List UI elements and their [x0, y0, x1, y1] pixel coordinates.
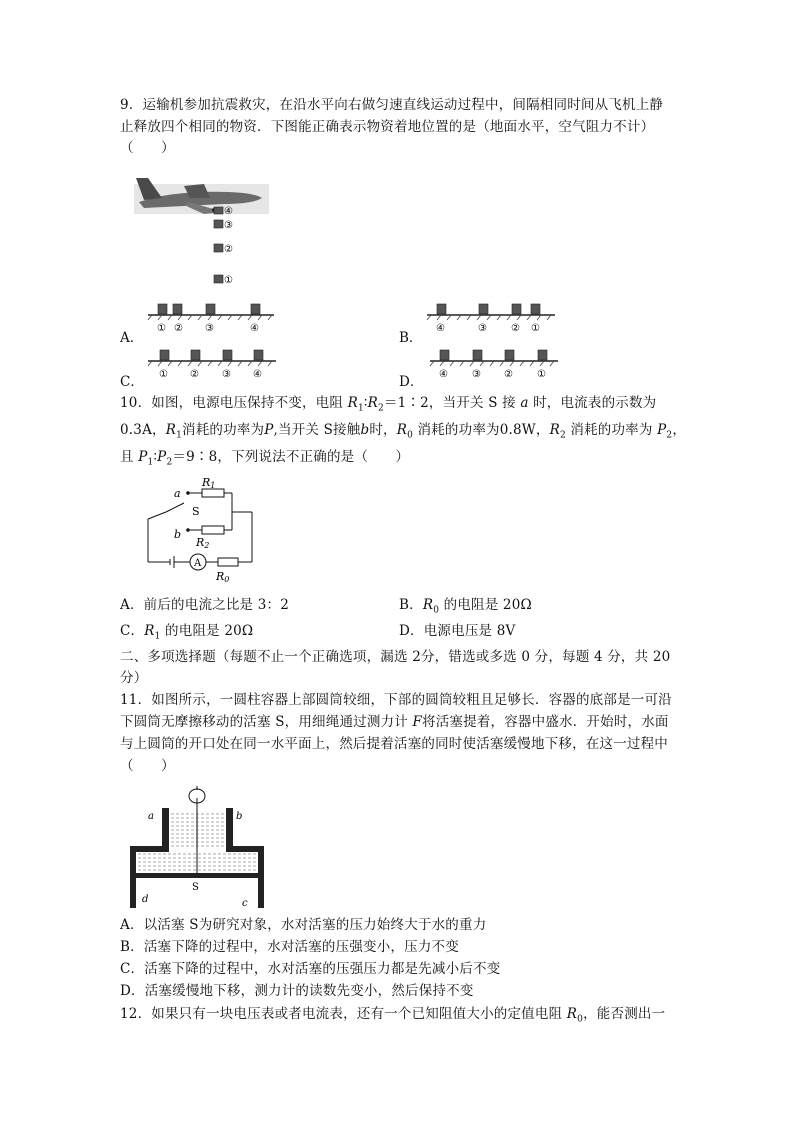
- text: a: [520, 395, 529, 411]
- text: P: [157, 449, 167, 465]
- q9-option-d-figure[interactable]: [428, 346, 563, 384]
- text: 2: [166, 457, 173, 468]
- q10-line1: [120, 394, 656, 418]
- text: R: [549, 422, 560, 438]
- text: 12．如果只有一块电压表或者电流表，还有一个已知阻值大小的定值电阻: [120, 1006, 567, 1022]
- text: 消耗的功率为: [182, 422, 265, 438]
- text: R: [144, 623, 155, 639]
- text: 10．如图，电源电压保持不变，电阻: [120, 395, 348, 411]
- text: R: [165, 422, 177, 438]
- q9-option-b-letter[interactable]: B．: [399, 330, 423, 346]
- label: ①: [157, 323, 166, 334]
- label: ③: [478, 323, 487, 334]
- text: P: [657, 422, 667, 438]
- label: ②: [174, 323, 183, 334]
- text: R: [367, 395, 378, 411]
- resistor-r0: [218, 558, 238, 566]
- q12-line1: [120, 1005, 665, 1029]
- q11-option-b[interactable]: B．活塞下降的过程中，水对活塞的压强变小，压力不变: [120, 939, 459, 955]
- figure-label-c: c: [242, 898, 248, 909]
- text: 消耗的功率为: [565, 422, 658, 438]
- q10-line2: [120, 421, 686, 445]
- q11-option-d[interactable]: D．活塞缓慢地下移，测力计的读数先变小，然后保持不变: [120, 983, 474, 999]
- text: 2: [666, 430, 673, 441]
- figure-label-b: b: [236, 811, 243, 822]
- circuit-label-a: a: [174, 487, 181, 500]
- q11-line3: 与上圆筒的开口处在同一水平面上，然后提着活塞的同时使活塞缓慢地下移，在这一过程中: [120, 736, 668, 752]
- label: ①: [159, 369, 168, 380]
- label: ③: [472, 369, 481, 380]
- q11-line1: 11．如图所示，一圆柱容器上部圆筒较细，下部的圆筒较粗且足够长．容器的底部是一可沿: [120, 692, 672, 708]
- label: ①: [531, 323, 540, 334]
- label: ③: [222, 369, 231, 380]
- text: C．: [120, 623, 145, 639]
- supply-box-4: [214, 207, 223, 214]
- section2-heading-line2: 分）: [120, 670, 148, 686]
- label: ②: [190, 369, 199, 380]
- text: 的电阻是 20Ω: [439, 597, 532, 613]
- section2-heading-line1: 二、多项选择题（每题不止一个正确选项，漏选 2分，错选或多选 0 分，每题 4 分，共 20: [120, 649, 671, 665]
- q11-answer-blank: （ ）: [120, 758, 175, 774]
- label: 1: [210, 481, 216, 490]
- label: ②: [504, 369, 513, 380]
- figure-label-d: d: [142, 894, 149, 905]
- q10-option-d[interactable]: D．电源电压是 8V: [399, 623, 516, 639]
- text: 1: [147, 457, 154, 468]
- container-figure: [130, 788, 270, 913]
- q9-option-a-figure[interactable]: [146, 300, 276, 338]
- label: ④: [253, 369, 262, 380]
- text: F: [412, 714, 423, 730]
- text: R: [396, 422, 408, 438]
- airplane-figure: [134, 174, 274, 294]
- q10-option-c[interactable]: [120, 622, 253, 646]
- q10-option-b[interactable]: [399, 596, 532, 620]
- label: ②: [511, 323, 520, 334]
- circuit-label-r2: [195, 536, 209, 550]
- label: ①: [537, 369, 546, 380]
- switch-s: [166, 503, 184, 512]
- text: 2: [377, 403, 384, 414]
- drop-label-3: ③: [224, 220, 233, 231]
- label: R: [202, 476, 211, 489]
- resistor-r2: [202, 526, 224, 534]
- text: 且: [120, 449, 139, 465]
- text: 1: [357, 403, 364, 414]
- text: ＝9∶8，下列说法不正确的是（ ）: [172, 449, 410, 465]
- text: R: [566, 1006, 578, 1022]
- text: ,当开关 S接触: [273, 422, 361, 438]
- text: P: [138, 449, 148, 465]
- circuit-label-b: b: [174, 528, 182, 541]
- supply-box-3: [214, 220, 223, 228]
- ammeter-label: A: [194, 558, 202, 569]
- q11-line2: [120, 713, 669, 731]
- text: 将活塞提着，容器中盛水．开始时，水面: [422, 714, 669, 730]
- text: 0.3A，: [120, 422, 166, 438]
- drop-label-1: ①: [224, 275, 233, 286]
- label: ④: [436, 323, 445, 334]
- text: ∶: [363, 395, 368, 411]
- circuit-diagram: [140, 475, 260, 587]
- text: 的电阻是 20Ω: [160, 623, 254, 639]
- text: ，: [672, 422, 687, 438]
- text: 1: [176, 430, 183, 441]
- text: 0: [407, 430, 414, 441]
- text: ，能否测出一: [583, 1006, 666, 1022]
- text: 2: [559, 430, 566, 441]
- q10-option-a[interactable]: A．前后的电流之比是 3：2: [120, 597, 290, 613]
- label: ④: [250, 323, 259, 334]
- circuit-label-s: S: [192, 505, 200, 518]
- drop-label-4: ④: [224, 206, 233, 217]
- text: 时，电流表的示数为: [528, 395, 657, 411]
- resistor-r1: [202, 489, 224, 497]
- q9-option-c-figure[interactable]: [146, 346, 281, 384]
- text: 0: [577, 1014, 584, 1025]
- label: 0: [224, 575, 230, 584]
- q9-line2: 止释放四个相同的物资．下图能正确表示物资着地位置的是（地面水平，空气阻力不计）: [120, 119, 655, 135]
- label: R: [216, 570, 225, 583]
- text: P: [264, 422, 274, 438]
- q9-option-c-letter[interactable]: C．: [120, 374, 144, 390]
- q11-option-c[interactable]: C．活塞下降的过程中，水对活塞的压强压力都是先减小后不变: [120, 961, 501, 977]
- text: 消耗的功率为0.8W，: [413, 422, 550, 438]
- falling-supplies: [214, 206, 233, 286]
- text: 0: [433, 605, 440, 616]
- text: 1: [154, 631, 161, 642]
- text: B．: [399, 597, 423, 613]
- label: 2: [204, 541, 210, 550]
- text: R: [347, 395, 358, 411]
- circuit-label-r1: [201, 476, 215, 490]
- label: R: [196, 536, 205, 549]
- q9-option-d-letter[interactable]: D．: [399, 374, 424, 390]
- supply-box-2: [214, 244, 223, 252]
- text: 时，: [369, 422, 397, 438]
- label: ③: [205, 323, 214, 334]
- label: ④: [439, 369, 448, 380]
- text: b: [360, 422, 370, 438]
- drop-label-2: ②: [224, 244, 233, 255]
- q9-option-b-figure[interactable]: [425, 300, 560, 338]
- text: R: [422, 597, 434, 613]
- figure-label-s: S: [192, 882, 199, 893]
- airplane-icon: [134, 178, 269, 214]
- circuit-label-r0: [215, 570, 229, 584]
- q10-line3: [120, 448, 409, 472]
- q9-answer-blank: （ ）: [120, 140, 175, 156]
- text: ∶: [153, 449, 158, 465]
- text: 下圆筒无摩擦移动的活塞 S，用细绳通过测力计: [120, 714, 413, 730]
- figure-label-a: a: [148, 811, 154, 822]
- q11-option-a[interactable]: A．以活塞 S为研究对象，水对活塞的压力始终大于水的重力: [120, 917, 487, 933]
- text: ＝1∶2，当开关 S 接: [383, 395, 521, 411]
- supply-box-1: [214, 275, 223, 283]
- q9-line1: 9．运输机参加抗震救灾，在沿水平向右做匀速直线运动过程中，间隔相同时间从飞机上静: [120, 97, 664, 113]
- q9-option-a-letter[interactable]: A．: [120, 330, 144, 346]
